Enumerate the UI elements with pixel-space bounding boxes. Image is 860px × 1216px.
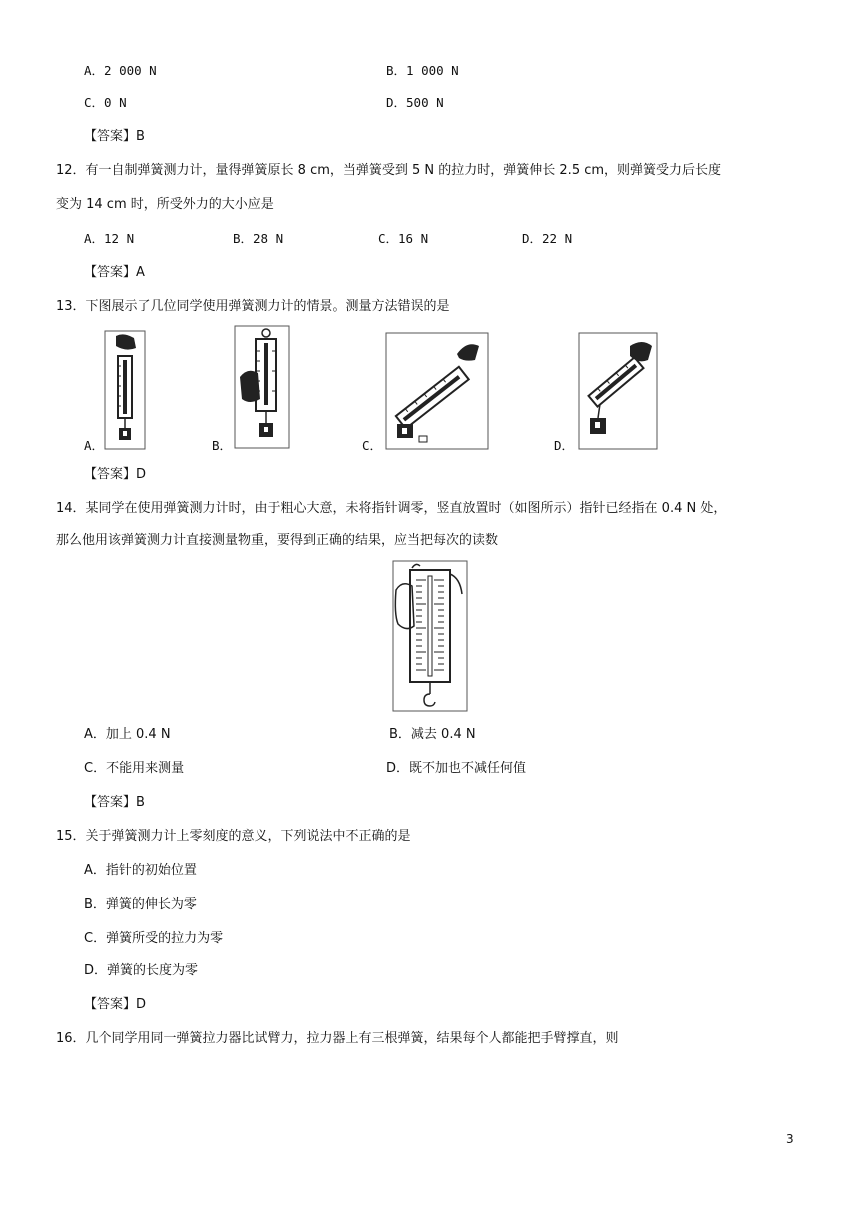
q15-option-b: B．弹簧的伸长为零 <box>84 897 197 912</box>
q16-stem: 16．几个同学用同一弹簧拉力器比试臂力，拉力器上有三根弹簧，结果每个人都能把手臂撑直，则 <box>56 1031 619 1046</box>
q14-answer: 【答案】B <box>84 795 145 810</box>
q14-option-a: A．加上 0.4 N <box>84 727 171 742</box>
q14-stem-line2: 那么他用该弹簧测力计直接测量物重，要得到正确的结果，应当把每次的读数 <box>56 533 499 548</box>
q12-option-b: B．28 N <box>233 231 284 246</box>
spring-scale-figure-c <box>385 332 489 450</box>
q14-option-d: D．既不加也不减任何值 <box>386 761 527 776</box>
q12-stem-line2: 变为 14 cm 时，所受外力的大小应是 <box>56 197 274 212</box>
q12-answer: 【答案】A <box>84 265 145 280</box>
spring-scale-figure-d <box>578 332 658 450</box>
q11-option-b: B．1 000 N <box>386 63 459 78</box>
spring-scale-figure-b <box>234 325 290 449</box>
q15-answer: 【答案】D <box>84 997 147 1012</box>
spring-scale-figure-a <box>104 330 146 450</box>
q13-label-a: A． <box>84 438 105 453</box>
q11-option-a: A．2 000 N <box>84 63 157 78</box>
q12-option-a: A．12 N <box>84 231 135 246</box>
q11-option-d: D．500 N <box>386 95 444 110</box>
q15-option-d: D．弹簧的长度为零 <box>84 963 199 978</box>
q15-option-a: A．指针的初始位置 <box>84 863 197 878</box>
q14-option-c: C．不能用来测量 <box>84 761 185 776</box>
q11-option-c: C．0 N <box>84 95 127 110</box>
q12-option-c: C．16 N <box>378 231 429 246</box>
page-number: 3 <box>786 1132 794 1146</box>
q13-label-c: C． <box>362 438 383 453</box>
q11-answer: 【答案】B <box>84 129 145 144</box>
q15-stem: 15．关于弹簧测力计上零刻度的意义，下列说法中不正确的是 <box>56 829 411 844</box>
q14-stem-line1: 14．某同学在使用弹簧测力计时，由于粗心大意，未将指针调零，竖直放置时（如图所示）指针已经指在 0.4 N 处， <box>56 501 727 516</box>
q14-option-b: B．减去 0.4 N <box>389 727 476 742</box>
q12-option-d: D．22 N <box>522 231 573 246</box>
q12-stem-line1: 12．有一自制弹簧测力计，量得弹簧原长 8 cm，当弹簧受到 5 N 的拉力时，弹簧伸长 2.5 cm，则弹簧受力后长度 <box>56 163 722 178</box>
q13-label-d: D． <box>554 438 575 453</box>
spring-scale-zero-error-figure <box>392 560 468 712</box>
q15-option-c: C．弹簧所受的拉力为零 <box>84 931 224 946</box>
q13-label-b: B． <box>212 438 233 453</box>
q13-answer: 【答案】D <box>84 467 147 482</box>
q13-stem: 13．下图展示了几位同学使用弹簧测力计的情景。测量方法错误的是 <box>56 299 450 314</box>
